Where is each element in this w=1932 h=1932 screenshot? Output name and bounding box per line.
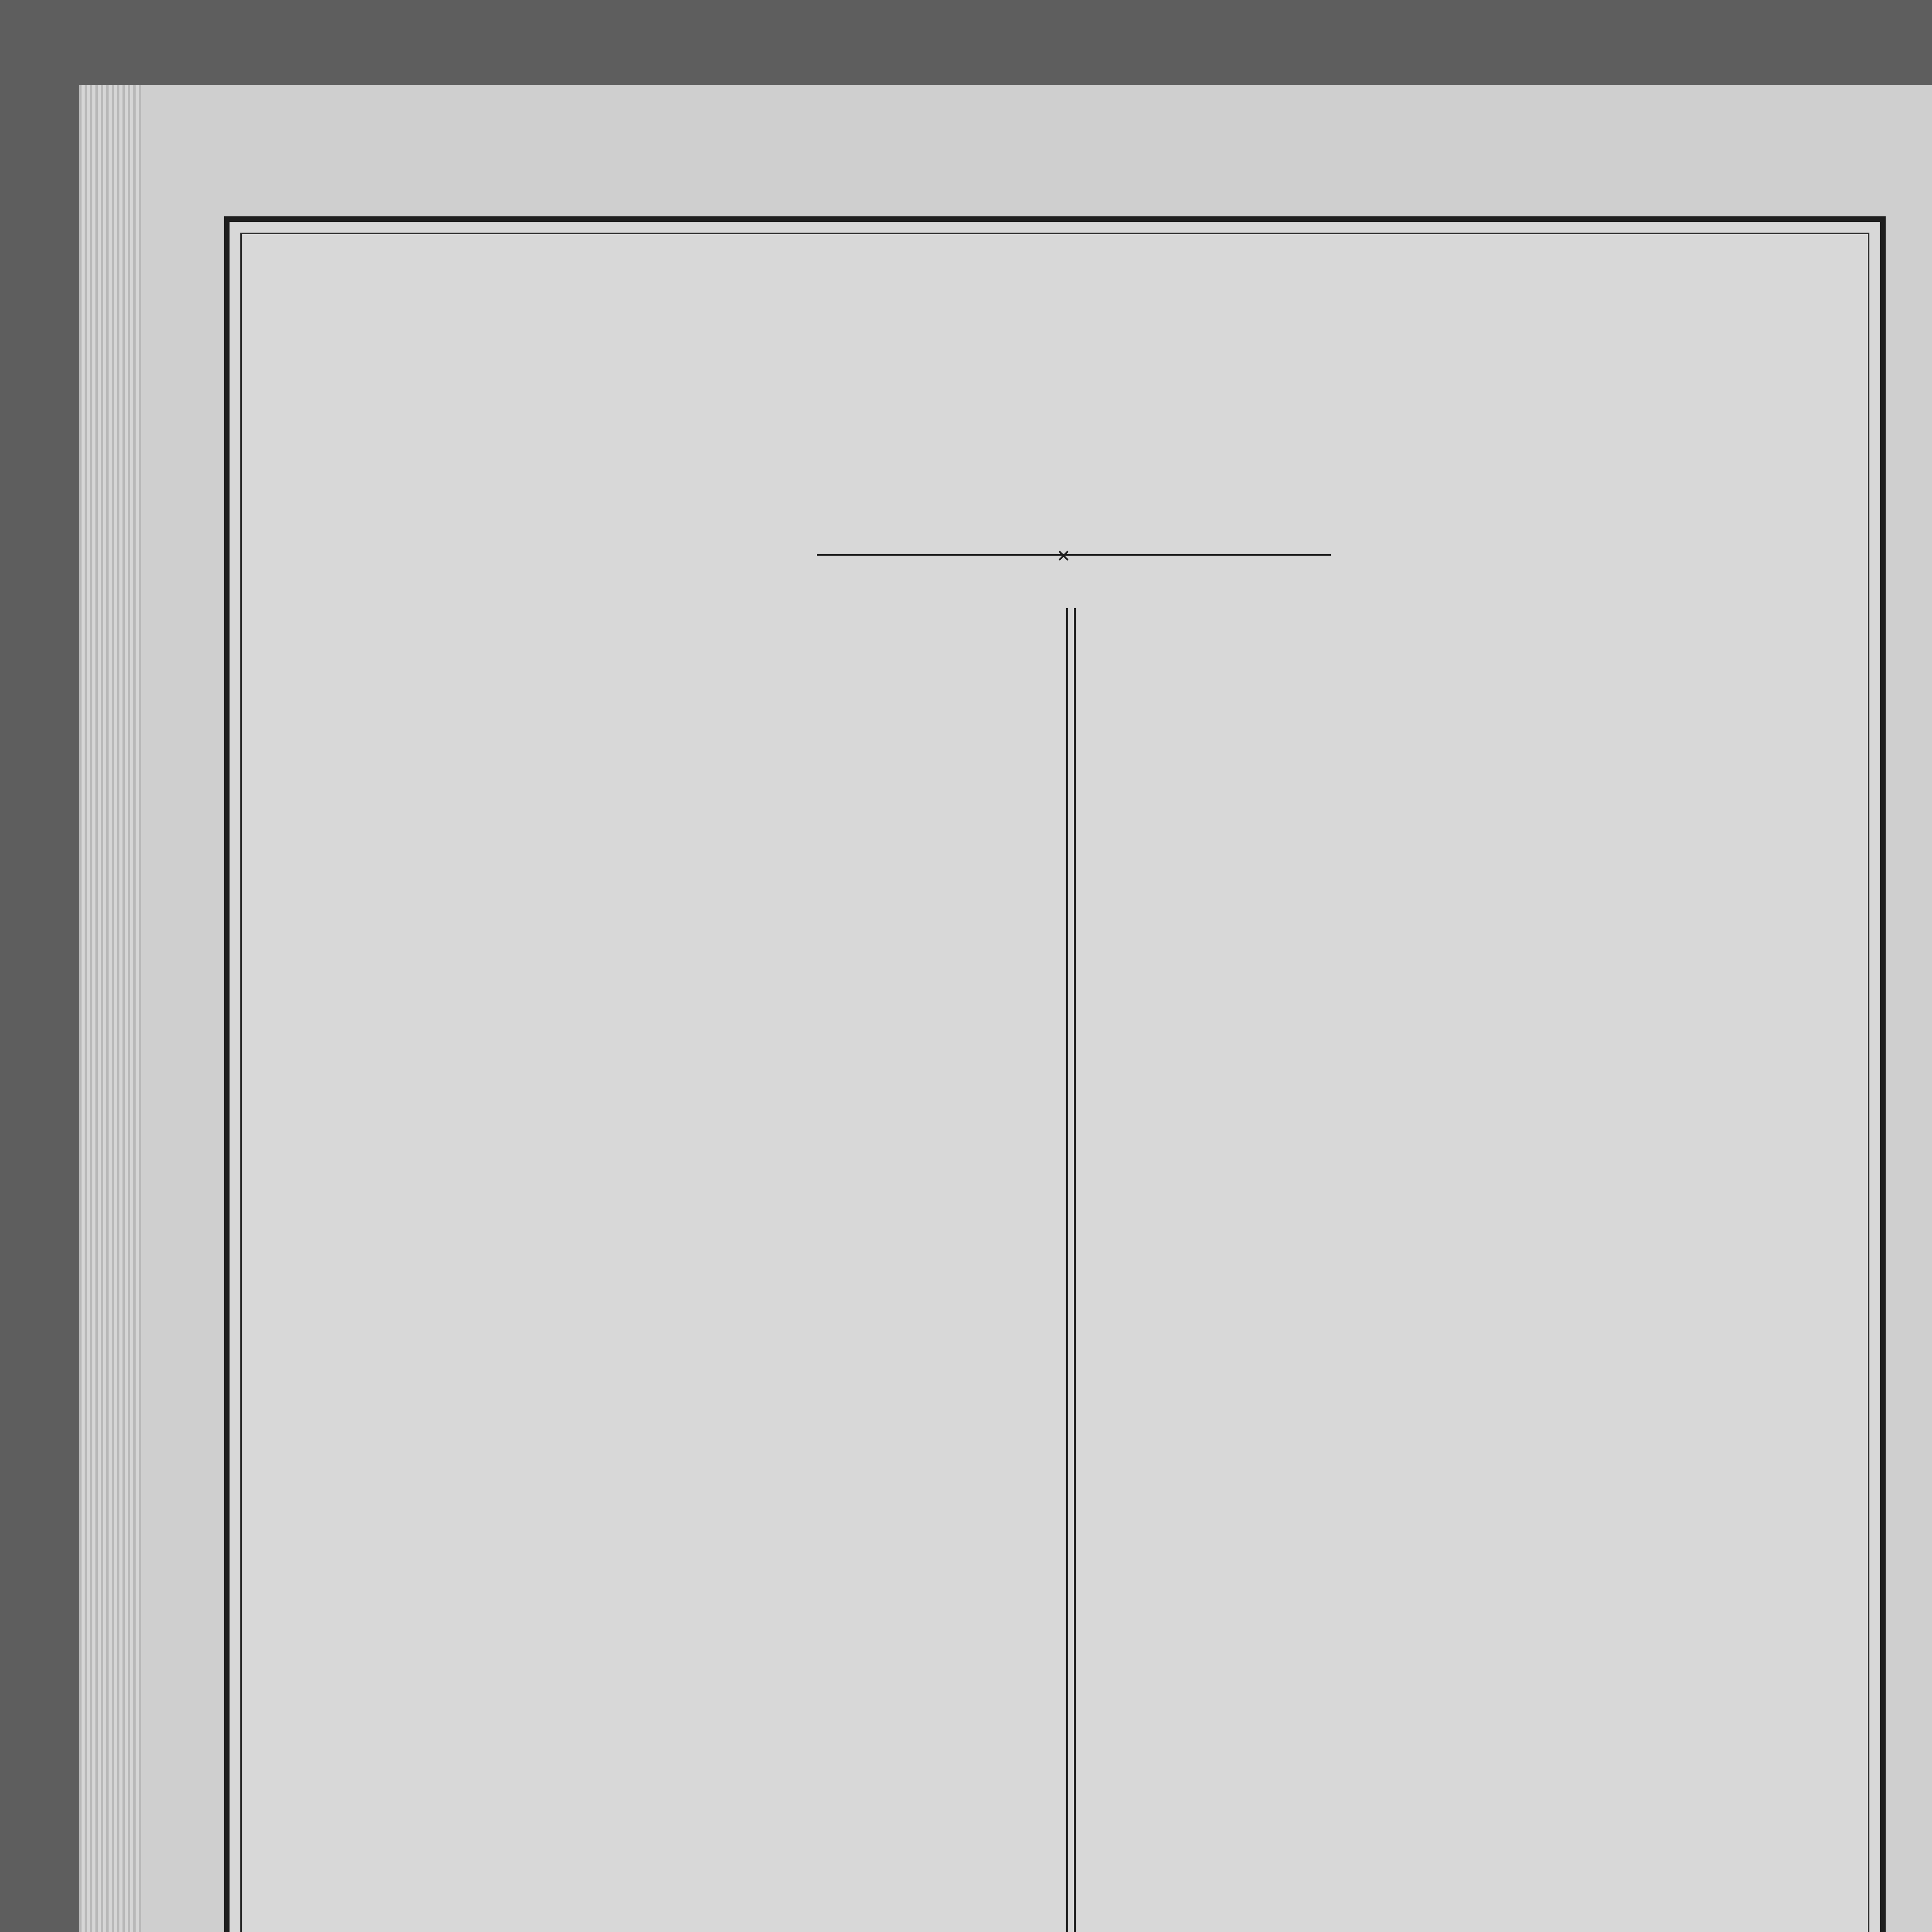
ornament-icon: ✕ <box>1056 547 1071 566</box>
announcement-frame <box>224 216 1886 1932</box>
ornament-rule <box>817 554 1331 556</box>
page-edges <box>79 85 141 1932</box>
column-divider <box>1066 608 1068 1932</box>
inner-border <box>240 233 1869 1932</box>
column-divider <box>1074 608 1076 1932</box>
